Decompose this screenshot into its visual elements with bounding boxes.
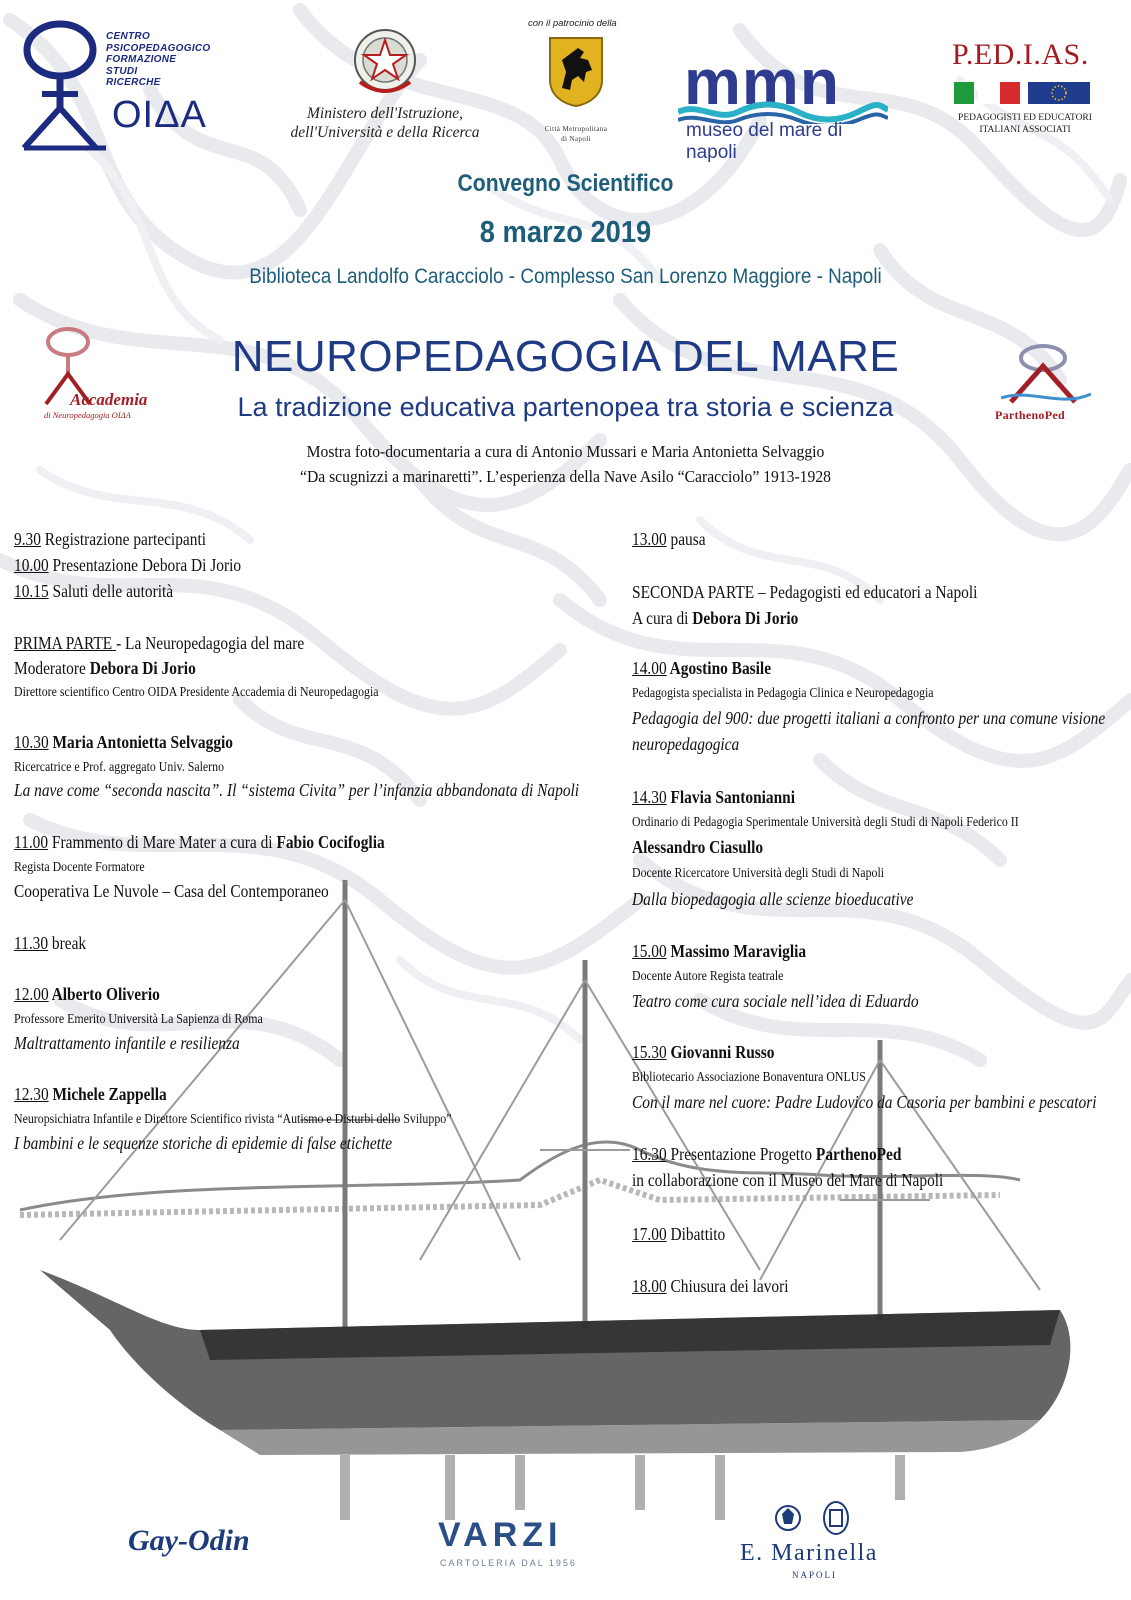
talk-title: I bambini e le sequenze storiche di epidemie di false etichette	[14, 1133, 393, 1153]
time-label: 15.00	[632, 941, 667, 961]
section-label: PRIMA PARTE	[14, 633, 117, 653]
speaker-role: Professore Emerito Università La Sapienza di Roma	[14, 1011, 263, 1026]
speaker-name: Fabio Cocifoglia	[276, 832, 385, 852]
closing-row	[632, 1273, 789, 1299]
break-row	[14, 930, 86, 956]
speaker-row	[632, 938, 806, 964]
time-label: 13.00	[632, 529, 667, 549]
time-label: 11.30	[14, 933, 49, 953]
mmn-subtitle: museo del mare di napoli	[686, 120, 843, 163]
oida-line-4: STUDI	[106, 65, 138, 77]
event-date: 8 marzo 2019	[479, 214, 652, 249]
oida-line-3: FORMAZIONE	[106, 54, 177, 65]
marinella-subtitle: NAPOLI	[792, 1570, 837, 1580]
pedias-line-1: PEDAGOGISTI ED EDUCATORI	[958, 113, 1092, 123]
debate-row	[632, 1221, 725, 1247]
talk-title: Teatro come cura sociale nell’idea di Eduardo	[632, 991, 919, 1011]
oida-line-2: PSICOPEDAGOGICO	[106, 42, 211, 54]
time-label: 11.00	[14, 832, 49, 852]
row-text: Registrazione partecipanti	[40, 529, 207, 549]
prima-parte-heading	[14, 630, 304, 656]
speaker-name: Michele Zappella	[48, 1084, 167, 1104]
marinella-logo	[740, 1500, 890, 1590]
speaker-row	[14, 829, 385, 855]
curator-name: Debora Di Jorio	[692, 608, 799, 628]
mmn-wordmark: mmn	[684, 46, 840, 118]
row-text: Presentazione Debora Di Jorio	[48, 555, 242, 575]
varzi-wordmark: VARZI	[438, 1516, 563, 1554]
project-name: ParthenoPed	[815, 1144, 902, 1164]
oida-wordmark: OIΔA	[112, 94, 207, 136]
speaker-row	[14, 1081, 167, 1107]
greetings-row	[14, 578, 173, 604]
project-row	[632, 1141, 901, 1167]
speaker-row	[632, 655, 771, 681]
speaker-name: Flavia Santonianni	[666, 787, 796, 807]
event-location: Biblioteca Landolfo Caracciolo - Complesso San Lorenzo Maggiore - Napoli	[249, 265, 882, 288]
moderator-name: Debora Di Jorio	[89, 658, 196, 678]
pedias-line-2: ITALIANI ASSOCIATI	[979, 125, 1071, 135]
speaker-role: Ordinario di Pedagogia Sperimentale Università degli Studi di Napoli Federico II	[632, 814, 1019, 829]
speaker-row	[632, 1039, 774, 1065]
time-label: 10.30	[14, 732, 49, 752]
speaker-name: Massimo Maraviglia	[666, 941, 807, 961]
main-title: NEUROPEDAGOGIA DEL MARE	[231, 332, 900, 381]
speaker-name: Maria Antonietta Selvaggio	[48, 732, 234, 752]
oida-line-5: RICERCHE	[106, 77, 161, 88]
talk-title-cont: neuropedagogica	[632, 734, 740, 754]
varzi-logo	[438, 1516, 588, 1576]
speaker-name: Alberto Oliverio	[48, 984, 160, 1004]
crest-icon	[766, 1500, 866, 1536]
row-text: Saluti delle autorità	[48, 581, 174, 601]
row-text: Chiusura dei lavori	[666, 1276, 789, 1296]
time-label: 16.30	[632, 1144, 667, 1164]
row-text: break	[48, 933, 87, 953]
presentation-row	[14, 552, 241, 578]
row-text: Presentazione Progetto	[666, 1144, 816, 1164]
speaker-role: Docente Autore Regista teatrale	[632, 968, 784, 983]
speaker-name: Agostino Basile	[666, 658, 772, 678]
speaker-role: Docente Ricercatore Università degli Studi di Napoli	[632, 865, 885, 880]
talk-title: Con il mare nel cuore: Padre Ludovico da Casoria per bambini e pescatori	[632, 1092, 1097, 1112]
row-text: Dibattito	[666, 1224, 726, 1244]
speaker-name: Giovanni Russo	[666, 1042, 775, 1062]
speaker-org: Cooperativa Le Nuvole – Casa del Contemporaneo	[14, 881, 329, 901]
accademia-small: di Neuropedagogia OIΔA	[44, 410, 131, 420]
event-type: Convegno Scientifico	[457, 170, 674, 197]
gay-odin-logo: Gay-Odin	[128, 1524, 250, 1557]
citta-line-1: Città Metropolitana	[544, 125, 608, 133]
pedias-title: P.ED.I.AS.	[952, 38, 1089, 71]
mostra-line-1: Mostra foto-documentaria a cura di Antonio Mussari e Maria Antonietta Selvaggio	[306, 442, 825, 461]
moderator-role: Direttore scientifico Centro OIDA Presidente Accademia di Neuropedagogia	[14, 684, 379, 699]
section-title: - La Neuropedagogia del mare	[116, 633, 305, 653]
program-left	[14, 0, 594, 1200]
marinella-wordmark: E. Marinella	[740, 1540, 878, 1566]
moderator-label: Moderatore	[14, 658, 90, 678]
row-text: pausa	[666, 529, 706, 549]
mostra-line-2: “Da scugnizzi a marinaretti”. L’esperienza della Nave Asilo “Caracciolo” 1913-1928	[300, 467, 831, 486]
main-subtitle: La tradizione educativa partenopea tra storia e scienza	[237, 392, 894, 422]
accademia-word: Accademia	[70, 390, 148, 409]
pause-row	[632, 526, 706, 552]
time-label: 10.15	[14, 581, 49, 601]
speaker-role: Ricercatrice e Prof. aggregato Univ. Salerno	[14, 759, 225, 774]
time-label: 12.30	[14, 1084, 49, 1104]
speaker-role: Regista Docente Formatore	[14, 859, 145, 874]
speaker-row	[14, 729, 233, 755]
speaker-row	[632, 784, 795, 810]
program-right	[632, 0, 1122, 1320]
talk-title: Maltrattamento infantile e resilienza	[14, 1033, 240, 1053]
talk-title: La nave come “seconda nascita”. Il “sistema Civita” per l’infanzia abbandonata di Napoli	[14, 780, 580, 800]
time-label: 9.30	[14, 529, 41, 549]
ministero-line-1: Ministero dell'Istruzione,	[306, 105, 463, 122]
time-label: 18.00	[632, 1276, 667, 1296]
speaker-role: Bibliotecario Associazione Bonaventura ONLUS	[632, 1069, 866, 1084]
time-label: 12.00	[14, 984, 49, 1004]
talk-title: Pedagogia del 900: due progetti italiani a confronto per una comune visione	[632, 708, 1106, 728]
speaker-name: Alessandro Ciasullo	[632, 837, 764, 857]
speaker-row	[14, 981, 160, 1007]
curator-row	[632, 605, 798, 631]
time-label: 15.30	[632, 1042, 667, 1062]
talk-title: Dalla biopedagogia alle scienze bioeducative	[632, 889, 914, 909]
curator-label: A cura di	[632, 608, 693, 628]
time-label: 10.00	[14, 555, 49, 575]
time-label: 14.00	[632, 658, 667, 678]
time-label: 14.30	[632, 787, 667, 807]
registration-row	[14, 526, 206, 552]
speaker-role: Pedagogista specialista in Pedagogia Clinica e Neuropedagogia	[632, 685, 934, 700]
ministero-line-2: dell'Università e della Ricerca	[290, 124, 480, 141]
oida-line-1: CENTRO	[106, 31, 151, 42]
varzi-subtitle: CARTOLERIA DAL 1956	[440, 1558, 577, 1568]
patrocinio-label: con il patrocinio della	[528, 18, 617, 29]
project-line-2: in collaborazione con il Museo del Mare di Napoli	[632, 1170, 944, 1190]
time-label: 17.00	[632, 1224, 667, 1244]
citta-line-2: di Napoli	[561, 135, 591, 143]
moderator-row	[14, 655, 196, 681]
speaker-role: Neuropsichiatra Infantile e Direttore Scientifico rivista “Autismo e Disturbi dello Sviluppo”	[14, 1111, 452, 1126]
parthenoped-word: ParthenoPed	[995, 408, 1065, 422]
seconda-parte-heading: SECONDA PARTE – Pedagogisti ed educatori a Napoli	[632, 582, 978, 602]
row-text: Frammento di Mare Mater a cura di	[48, 832, 277, 852]
